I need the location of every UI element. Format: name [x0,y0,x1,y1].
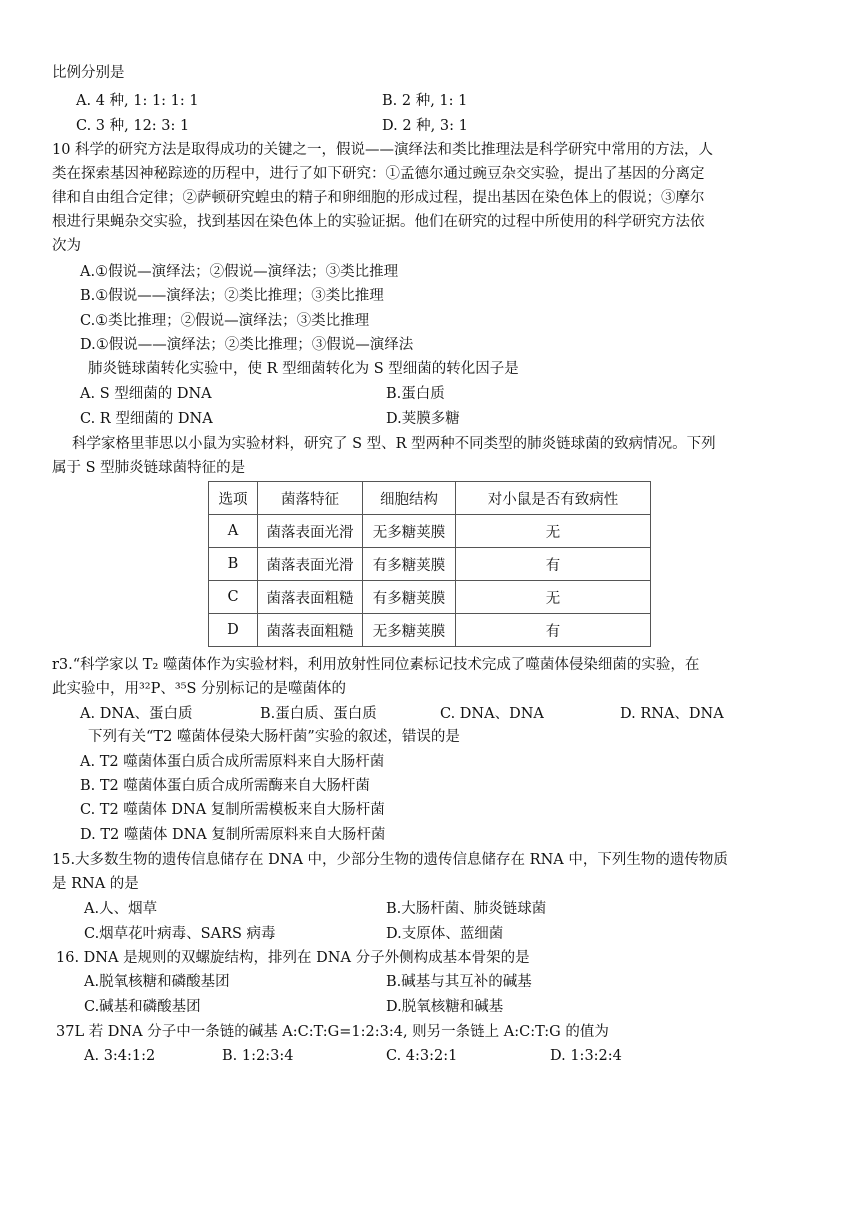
q10-stem-line: 律和自由组合定律；②萨顿研究蝗虫的精子和卵细胞的形成过程，提出基因在染色体上的假说；③摩尔 [52,190,705,206]
table-cell: 有多糖荚膜 [363,581,456,614]
q9-option-c: C. 3 种, 12: 3: 1 [76,118,190,134]
q14-option-c: C. T2 噬菌体 DNA 复制所需模板来自大肠杆菌 [80,802,385,818]
table-header-cell: 选项 [209,482,258,515]
q10-stem-line: 次为 [52,238,81,254]
table-cell: 菌落表面光滑 [258,548,363,581]
table-row [209,581,651,614]
q17-option-c: C. 4:3:2:1 [386,1048,458,1064]
q17-stem: 37L 若 DNA 分子中一条链的碱基 A:C:T:G=1:2:3:4, 则另一条链上 A:C:T:G 的值为 [56,1024,609,1040]
table-header-cell: 细胞结构 [363,482,456,515]
table-cell: 无 [456,515,651,548]
q9-option-b: B. 2 种, 1: 1 [382,93,468,109]
q17-option-a: A. 3:4:1:2 [84,1048,156,1064]
q13-option-c: C. DNA、DNA [440,706,544,722]
q13-stem-line: r3.“科学家以 T₂ 噬菌体作为实验材料，利用放射性同位素标记技术完成了噬菌体侵染细菌的实验，在 [52,657,700,673]
q9-stem-tail: 比例分别是 [52,65,125,81]
q11-stem: 肺炎链球菌转化实验中，使 R 型细菌转化为 S 型细菌的转化因子是 [88,361,519,377]
q11-option-b: B.蛋白质 [386,386,445,402]
q17-option-b: B. 1:2:3:4 [222,1048,294,1064]
q16-option-d: D.脱氧核糖和碱基 [386,999,504,1015]
table-row [209,515,651,548]
q13-stem-line: 此实验中，用³²P、³⁵S 分别标记的是噬菌体的 [52,681,347,697]
q12-stem-line: 科学家格里菲思以小鼠为实验材料，研究了 S 型、R 型两种不同类型的肺炎链球菌的致病情况。下列 [72,436,716,452]
q14-option-a: A. T2 噬菌体蛋白质合成所需原料来自大肠杆菌 [80,754,385,770]
q10-option-d: D.①假说——演绎法；②类比推理；③假说—演绎法 [80,337,414,353]
q16-option-c: C.碱基和磷酸基团 [84,999,201,1015]
table-cell: 菌落表面粗糙 [258,581,363,614]
q14-option-b: B. T2 噬菌体蛋白质合成所需酶来自大肠杆菌 [80,778,370,794]
q16-option-a: A.脱氧核糖和磷酸基团 [84,974,230,990]
q9-option-d: D. 2 种, 3: 1 [382,118,468,134]
q10-stem-line: 根进行果蝇杂交实验，找到基因在染色体上的实验证据。他们在研究的过程中所使用的科学研究方法依 [52,214,705,230]
q10-stem-line: 类在探索基因神秘踪迹的历程中，进行了如下研究：①孟德尔通过豌豆杂交实验，提出了基因的分离定 [52,166,705,182]
q10-option-c: C.①类比推理；②假说—演绎法；③类比推理 [80,313,370,329]
q14-stem: 下列有关“T2 噬菌体侵染大肠杆菌”实验的叙述，错误的是 [88,729,460,745]
q12-table [208,481,651,647]
table-cell: B [209,548,258,581]
q11-option-a: A. S 型细菌的 DNA [80,386,212,402]
table-header-cell: 菌落特征 [258,482,363,515]
table-row [209,614,651,647]
q11-option-d: D.荚膜多糖 [386,411,460,427]
q10-option-a: A.①假说—演绎法；②假说—演绎法；③类比推理 [80,264,399,280]
q17-option-d: D. 1:3:2:4 [550,1048,622,1064]
table-cell: A [209,515,258,548]
q12-stem-line: 属于 S 型肺炎链球菌特征的是 [52,460,246,476]
q15-option-b: B.大肠杆菌、肺炎链球菌 [386,901,547,917]
table-cell: 有 [456,614,651,647]
table-cell: D [209,614,258,647]
q16-stem: 16. DNA 是规则的双螺旋结构，排列在 DNA 分子外侧构成基本骨架的是 [56,950,530,966]
q16-option-b: B.碱基与其互补的碱基 [386,974,532,990]
q15-stem-line: 15.大多数生物的遗传信息储存在 DNA 中，少部分生物的遗传信息储存在 RNA 中，下列生物的遗传物质 [52,852,728,868]
q15-stem-line: 是 RNA 的是 [52,876,139,892]
q15-option-a: A.人、烟草 [84,901,158,917]
q11-option-c: C. R 型细菌的 DNA [80,411,213,427]
q13-option-d: D. RNA、DNA [620,706,724,722]
table-cell: 无多糖荚膜 [363,614,456,647]
q10-option-b: B.①假说——演绎法；②类比推理；③类比推理 [80,288,384,304]
q15-option-c: C.烟草花叶病毒、SARS 病毒 [84,926,276,942]
q9-option-a: A. 4 种, 1: 1: 1: 1 [76,93,199,109]
table-row [209,548,651,581]
table-header-cell: 对小鼠是否有致病性 [456,482,651,515]
table-cell: 有 [456,548,651,581]
table-header-row [209,482,651,515]
table-cell: C [209,581,258,614]
table-cell: 无 [456,581,651,614]
table-cell: 有多糖荚膜 [363,548,456,581]
q15-option-d: D.支原体、蓝细菌 [386,926,504,942]
table-cell: 无多糖荚膜 [363,515,456,548]
q13-option-b: B.蛋白质、蛋白质 [260,706,377,722]
table-cell: 菌落表面光滑 [258,515,363,548]
q10-stem-line: 10 科学的研究方法是取得成功的关键之一，假说——演绎法和类比推理法是科学研究中常用的方法，人 [52,142,714,158]
table-cell: 菌落表面粗糙 [258,614,363,647]
q13-option-a: A. DNA、蛋白质 [80,706,193,722]
q14-option-d: D. T2 噬菌体 DNA 复制所需原料来自大肠杆菌 [80,827,386,843]
